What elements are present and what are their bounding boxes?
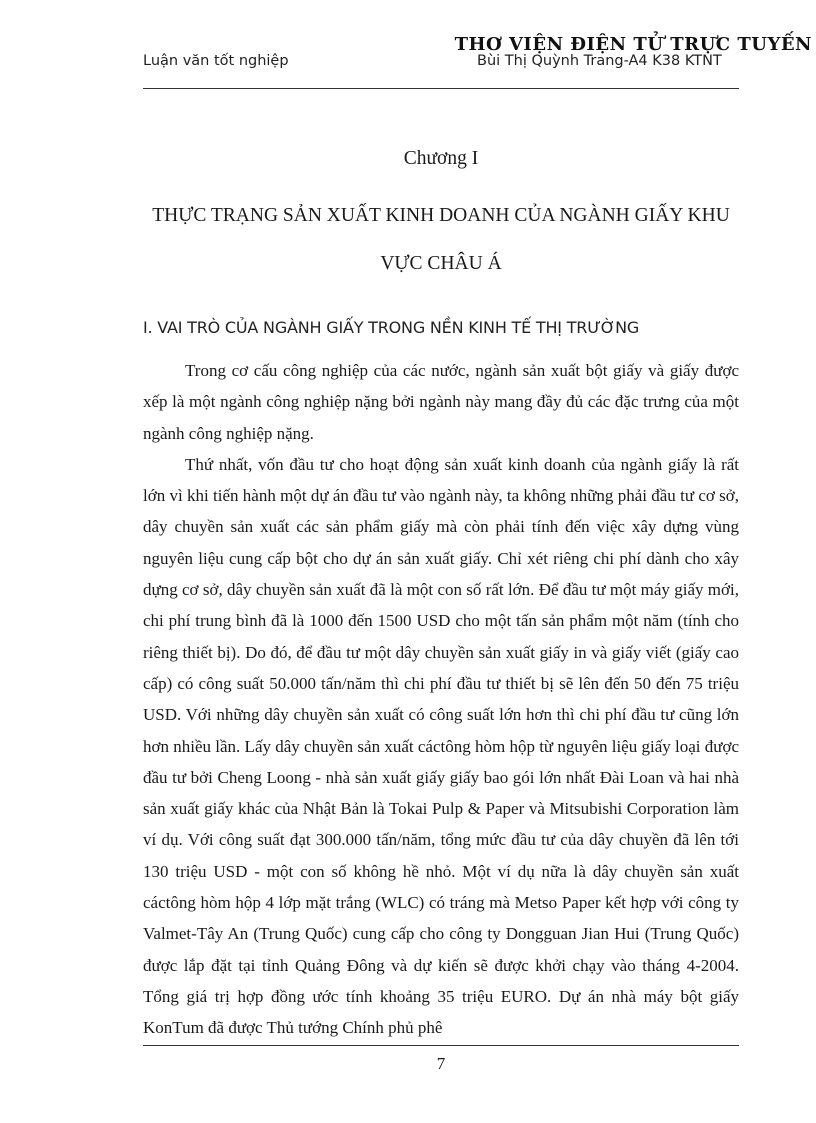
- header-document-type: Luận văn tốt nghiệp: [143, 53, 289, 69]
- section-heading: I. VAI TRÒ CỦA NGÀNH GIẤY TRONG NỀN KINH TẾ THỊ TRƯỜNG: [143, 318, 640, 337]
- paragraph: Thứ nhất, vốn đầu tư cho hoạt động sản xuất kinh doanh của ngành giấy là rất lớn vì khi tiến hành một dự án đầu tư vào ngành này, ta không những phải đầu tư cơ sở, dây chuyền sản xuất các sản phẩm giấy mà còn phải tính đến việc xây dựng vùng nguyên liệu cung cấp bột cho dự án sản xuất giấy. Chỉ xét riêng chi phí dành cho xây dựng cơ sở, dây chuyền sản xuất đã là một con số rất lớn. Để đầu tư một máy giấy mới, chi phí trung bình đã là 1000 đến 1500 USD cho một tấn sản phẩm một năm (tính cho riêng thiết bị). Do đó, để đầu tư một dây chuyền sản xuất giấy in và giấy viết (giấy cao cấp) có công suất 50.000 tấn/năm thì chi phí đầu tư thiết bị sẽ lên đến 50 đến 75 triệu USD. Với những dây chuyền sản xuất có công suất lớn hơn thì chi phí đầu tư cũng lớn hơn nhiều lần. Lấy dây chuyền sản xuất cáctông hòm hộp từ nguyên liệu giấy loại được đầu tư bởi Cheng Loong - nhà sản xuất giấy giấy bao gói lớn nhất Đài Loan và hai nhà sản xuất giấy khác của Nhật Bản là Tokai Pulp & Paper và Mitsubishi Corporation làm ví dụ. Với công suất đạt 300.000 tấn/năm, tổng mức đầu tư của dây chuyền đã lên tới 130 triệu USD - một con số không hề nhỏ. Một ví dụ nữa là dây chuyền sản xuất cáctông hòm hộp 4 lớp mặt trắng (WLC) có tráng mà Metso Paper kết hợp với công ty Valmet-Tây An (Trung Quốc) cung cấp cho công ty Dongguan Jian Hui (Trung Quốc) được lắp đặt tại tỉnh Quảng Đông và dự kiến sẽ được khởi chạy vào tháng 4-2004. Tổng giá trị hợp đồng ước tính khoảng 35 triệu EURO. Dự án nhà máy bột giấy KonTum đã được Thủ tướng Chính phủ phê: [143, 454, 739, 1038]
- footer-divider: [143, 1045, 739, 1046]
- chapter-label: Chương I: [403, 148, 479, 169]
- library-watermark: THƠ VIỆN ĐIỆN TỬ TRỰC TUYẾN: [454, 34, 812, 55]
- chapter-title: THỰC TRẠNG SẢN XUẤT KINH DOANH CỦA NGÀNH GIẤY KHU VỰC CHÂU Á: [152, 205, 730, 274]
- page-number: 7: [436, 1054, 446, 1073]
- paragraph: Trong cơ cấu công nghiệp của các nước, ngành sản xuất bột giấy và giấy được xếp là một ngành công nghiệp nặng bởi ngành này mang đầy đủ các đặc trưng của một ngành công nghiệp nặng.: [143, 361, 739, 443]
- header-divider: [143, 88, 739, 89]
- header-author: Bùi Thị Quỳnh Trang-A4 K38 KTNT: [477, 53, 722, 69]
- body-text: [143, 355, 739, 1044]
